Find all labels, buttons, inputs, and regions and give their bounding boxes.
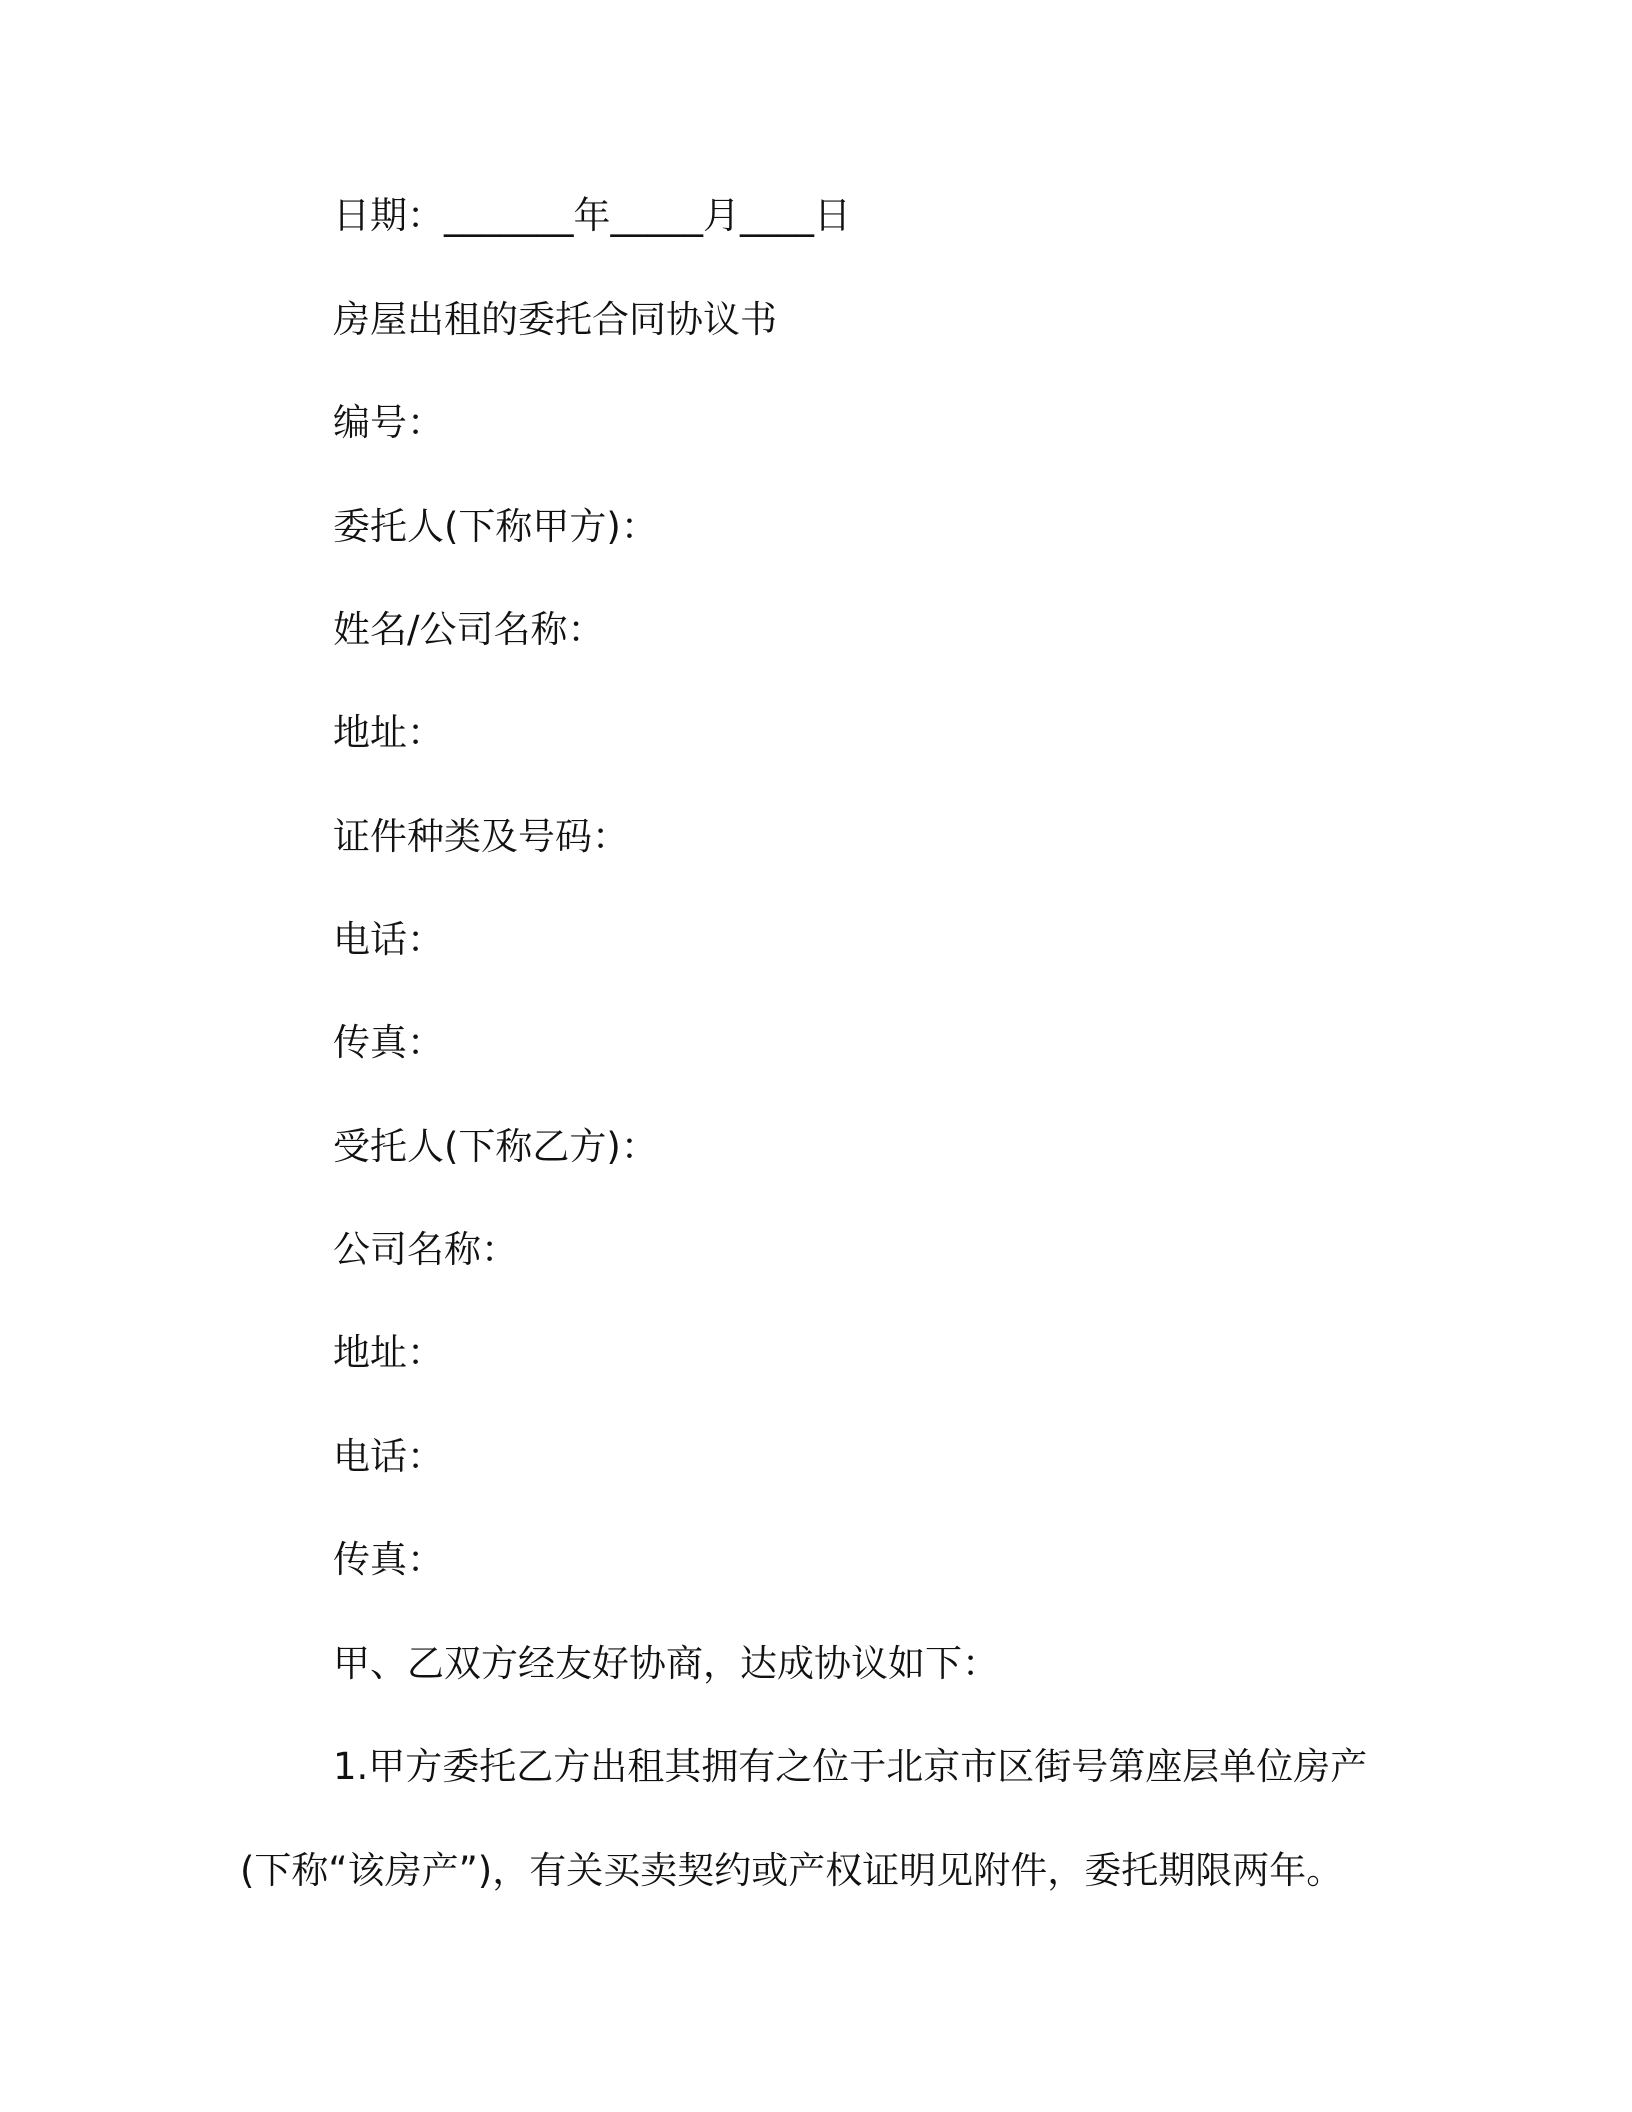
date-line: 日期：_______年_____月____日 — [333, 194, 851, 237]
document-title: 房屋出租的委托合同协议书 — [333, 298, 777, 341]
party-b-fax-label: 传真： — [333, 1538, 444, 1581]
party-a-address-label: 地址： — [333, 711, 444, 754]
clause-1 — [240, 1742, 1400, 1896]
number-label: 编号： — [333, 401, 444, 444]
party-a-fax-label: 传真： — [333, 1021, 444, 1064]
party-b-phone-label: 电话： — [333, 1435, 444, 1478]
party-b-company-label: 公司名称： — [333, 1228, 518, 1271]
clause-1-line-1: 1.甲方委托乙方出租其拥有之位于北京市区街号第座层单位房产 — [333, 1745, 1368, 1788]
party-a-id-label: 证件种类及号码： — [333, 815, 629, 858]
party-a-name-label: 姓名/公司名称： — [333, 608, 605, 651]
party-a-heading: 委托人(下称甲方)： — [333, 505, 658, 548]
party-b-address-label: 地址： — [333, 1331, 444, 1374]
party-a-phone-label: 电话： — [333, 918, 444, 961]
clause-1-line-2: (下称“该房产”)，有关买卖契约或产权证明见附件，委托期限两年。 — [240, 1849, 1344, 1892]
agreement-intro: 甲、乙双方经友好协商，达成协议如下： — [333, 1642, 999, 1685]
party-b-heading: 受托人(下称乙方)： — [333, 1125, 658, 1168]
